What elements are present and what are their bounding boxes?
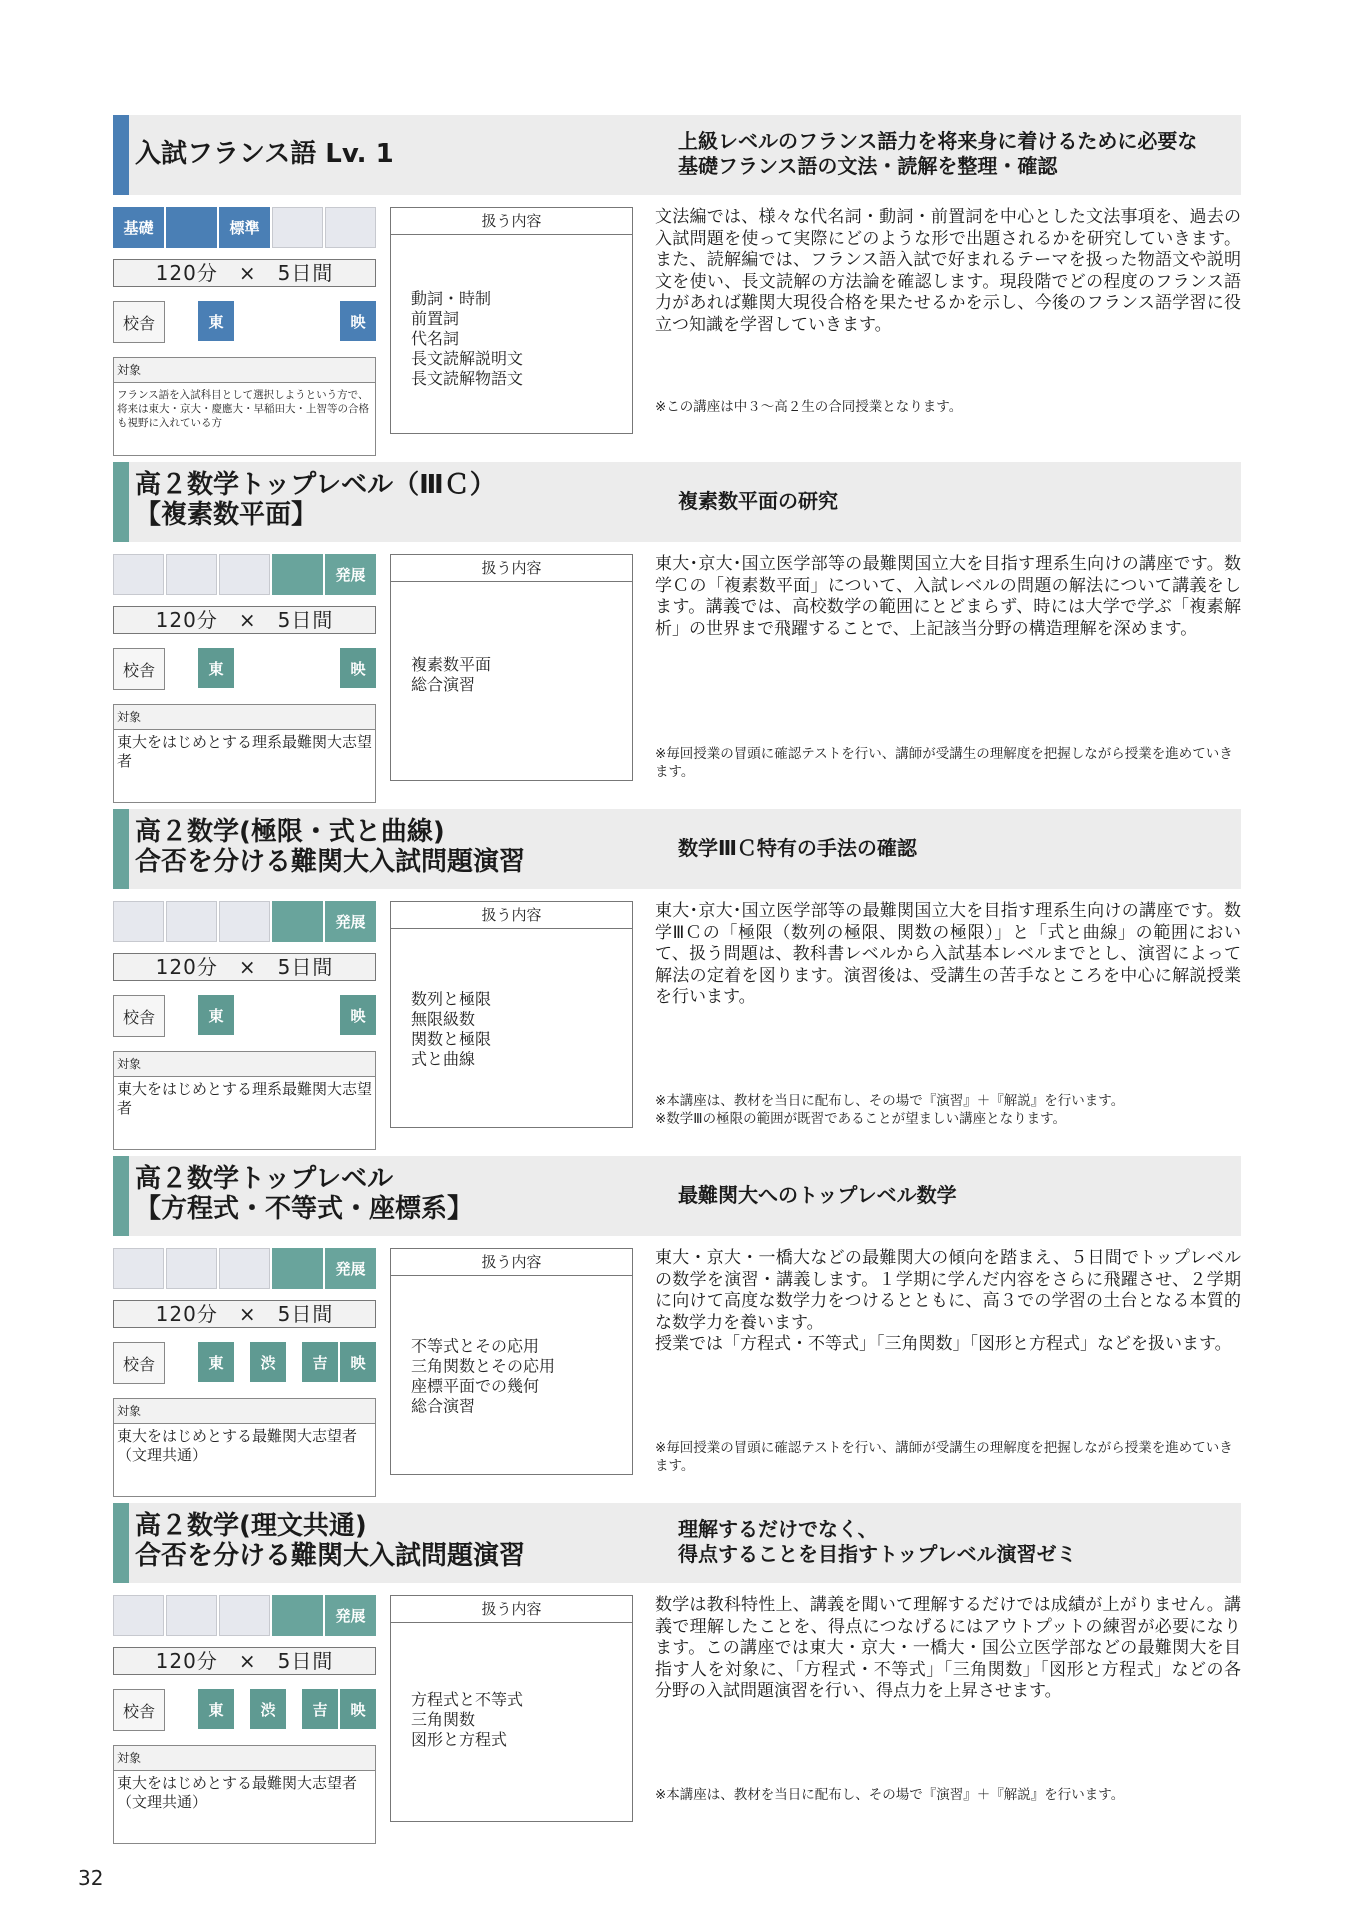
content-list	[411, 1336, 555, 1416]
content-item: 三角関数とその応用	[411, 1355, 556, 1375]
level-cell	[272, 1595, 323, 1636]
course-title: 高２数学(極限・式と曲線) 合否を分ける難関大入試問題演習	[135, 817, 526, 877]
level-cell	[272, 901, 323, 942]
level-cell	[166, 207, 217, 248]
accent-bar	[113, 115, 129, 195]
course-title: 入試フランス語 Lv. 1	[135, 139, 394, 169]
course-description: 東大・京大・一橋大などの最難関大の傾向を踏まえ、５日間でトップレベルの数学を演習・講義します。１学期に学んだ内容をさらに飛躍させ、２学期に向けて高度な数学力をつけるとともに、高３での学習の土台となる本質的な数学力を養います。 授業では「方程式・不等式」「三角関数」「図形と方程式」などを扱います。	[655, 1248, 1241, 1354]
level-cell	[113, 554, 164, 595]
accent-bar	[113, 1156, 129, 1236]
course-title: 高２数学トップレベル 【方程式・不等式・座標系】	[135, 1164, 474, 1224]
content-box	[390, 1248, 633, 1475]
content-item: 無限級数	[411, 1008, 476, 1028]
campus-badge: 映	[340, 995, 376, 1035]
content-item: 長文読解説明文	[411, 348, 524, 368]
campus-row	[113, 301, 376, 345]
campus-badge: 東	[198, 301, 234, 341]
campus-badge: 渋	[250, 1342, 286, 1382]
course-note: ※毎回授業の冒頭に確認テストを行い、講師が受講生の理解度を把握しながら授業を進めていきます。	[655, 746, 1233, 780]
content-item: 式と曲線	[411, 1048, 476, 1068]
course-note: ※本講座は、教材を当日に配布し、その場で『演習』＋『解説』を行います。 ※数学Ⅲの極限の範囲が既習であることが望ましい講座となります。	[655, 1093, 1125, 1127]
level-indicator	[113, 1248, 376, 1289]
schedule: 120分 × 5日間	[113, 259, 376, 287]
content-box	[390, 554, 633, 781]
level-cell: 発展	[325, 901, 376, 942]
target-box	[113, 704, 376, 803]
level-cell	[113, 1595, 164, 1636]
page-number: 32	[78, 1866, 104, 1890]
target-label: 対象	[114, 705, 375, 730]
level-indicator	[113, 554, 376, 595]
course-note: ※毎回授業の冒頭に確認テストを行い、講師が受講生の理解度を把握しながら授業を進めていきます。	[655, 1440, 1233, 1474]
course-section	[113, 1503, 1241, 1843]
course-section	[113, 1156, 1241, 1496]
level-cell	[166, 1595, 217, 1636]
content-item: 図形と方程式	[411, 1729, 508, 1749]
content-item: 三角関数	[411, 1709, 476, 1729]
content-list	[411, 289, 523, 389]
campus-badge: 映	[340, 648, 376, 688]
campus-label: 校舎	[113, 995, 165, 1037]
target-box	[113, 1745, 376, 1844]
course-description: 東大･京大･国立医学部等の最難関国立大を目指す理系生向けの講座です。数学ⅢＣの「極限（数列の極限、関数の極限）」と「式と曲線」の範囲において、扱う問題は、教科書レベルから入試基本レベルまでとし、演習によって解法の定着を図ります。演習後は、受講生の苦手なところを中心に解説授業を行います。	[655, 901, 1241, 1007]
schedule: 120分 × 5日間	[113, 606, 376, 634]
level-cell: 基礎	[113, 207, 164, 248]
campus-label: 校舎	[113, 1342, 165, 1384]
target-label: 対象	[114, 358, 375, 383]
content-list	[411, 655, 491, 695]
campus-row	[113, 648, 376, 692]
course-section	[113, 115, 1241, 455]
content-item: 総合演習	[411, 1395, 476, 1415]
course-subtitle: 数学ⅢＣ特有の手法の確認	[678, 836, 917, 860]
content-list	[411, 989, 491, 1069]
level-cell	[325, 207, 376, 248]
target-text: 東大をはじめとする理系最難関大志望者	[117, 733, 373, 770]
schedule: 120分 × 5日間	[113, 1300, 376, 1328]
target-label: 対象	[114, 1052, 375, 1077]
course-description: 数学は教科特性上、講義を聞いて理解するだけでは成績が上がりません。講義で理解したことを、得点につなげるにはアウトプットの練習が必要になります。この講座では東大・京大・一橋大・国公立医学部などの最難関大を目指す人を対象に、「方程式・不等式」「三角関数」「図形と方程式」などの各分野の入試問題演習を行い、得点力を上昇させます。	[655, 1595, 1241, 1701]
accent-bar	[113, 1503, 129, 1583]
target-box	[113, 357, 376, 456]
level-cell	[219, 1595, 270, 1636]
target-label: 対象	[114, 1399, 375, 1424]
level-cell	[166, 554, 217, 595]
content-box	[390, 1595, 633, 1822]
level-cell	[272, 554, 323, 595]
level-cell	[219, 554, 270, 595]
content-box	[390, 901, 633, 1128]
content-list	[411, 1689, 523, 1749]
content-header: 扱う内容	[391, 1249, 632, 1276]
level-cell: 発展	[325, 1595, 376, 1636]
course-subtitle: 理解するだけでなく、 得点することを目指すトップレベル演習ゼミ	[678, 1517, 1077, 1566]
target-text: 東大をはじめとする理系最難関大志望者	[117, 1080, 373, 1117]
schedule: 120分 × 5日間	[113, 1647, 376, 1675]
accent-bar	[113, 462, 129, 542]
level-cell	[272, 1248, 323, 1289]
level-cell	[219, 1248, 270, 1289]
level-indicator	[113, 901, 376, 942]
level-cell	[272, 207, 323, 248]
course-section	[113, 462, 1241, 802]
level-cell: 発展	[325, 1248, 376, 1289]
course-header	[113, 1503, 1241, 1583]
level-cell: 発展	[325, 554, 376, 595]
course-subtitle: 上級レベルのフランス語力を将来身に着けるために必要な 基礎フランス語の文法・読解を整理・確認	[678, 129, 1198, 178]
campus-label: 校舎	[113, 301, 165, 343]
course-note: ※本講座は、教材を当日に配布し、その場で『演習』＋『解説』を行います。	[655, 1787, 1125, 1803]
content-item: 座標平面での幾何	[411, 1375, 540, 1395]
campus-row	[113, 1342, 376, 1386]
level-cell	[113, 901, 164, 942]
target-text: 東大をはじめとする最難関大志望者（文理共通）	[117, 1774, 358, 1811]
content-item: 不等式とその応用	[411, 1335, 540, 1355]
schedule: 120分 × 5日間	[113, 953, 376, 981]
campus-badge: 映	[340, 1342, 376, 1382]
content-item: 関数と極限	[411, 1028, 492, 1048]
campus-row	[113, 995, 376, 1039]
content-item: 代名詞	[411, 328, 460, 348]
course-header	[113, 462, 1241, 542]
target-text: フランス語を入試科目として選択しようという方で、将来は東大・京大・慶應大・早稲田大・上智等の合格も視野に入れている方	[117, 389, 369, 429]
content-item: 数列と極限	[411, 988, 492, 1008]
target-label: 対象	[114, 1746, 375, 1771]
level-cell	[113, 1248, 164, 1289]
content-item: 複素数平面	[411, 654, 492, 674]
content-header: 扱う内容	[391, 902, 632, 929]
content-item: 長文読解物語文	[411, 368, 524, 388]
content-item: 動詞・時制	[411, 288, 492, 308]
course-title: 高２数学(理文共通) 合否を分ける難関大入試問題演習	[135, 1511, 526, 1571]
level-cell	[219, 901, 270, 942]
accent-bar	[113, 809, 129, 889]
course-header	[113, 1156, 1241, 1236]
campus-badge: 東	[198, 995, 234, 1035]
content-item: 前置詞	[411, 308, 460, 328]
campus-badge: 吉	[302, 1689, 338, 1729]
campus-badge: 映	[340, 1689, 376, 1729]
course-header	[113, 115, 1241, 195]
campus-badge: 東	[198, 1342, 234, 1382]
target-box	[113, 1051, 376, 1150]
course-description: 文法編では、様々な代名詞・動詞・前置詞を中心とした文法事項を、過去の入試問題を使って実際にどのような形で出題されるかを研究していきます。また、読解編では、フランス語入試で好まれるテーマを扱った物語文や説明文を使い、長文読解の方法論を確認します。現段階でどの程度のフランス語力があれば難関大現役合格を果たせるかを示し、今後のフランス語学習に役立つ知識を学習していきます。	[655, 207, 1241, 335]
level-cell	[166, 901, 217, 942]
level-indicator	[113, 207, 376, 248]
course-subtitle: 最難関大へのトップレベル数学	[678, 1183, 957, 1207]
content-item: 方程式と不等式	[411, 1689, 524, 1709]
campus-badge: 映	[340, 301, 376, 341]
target-text: 東大をはじめとする最難関大志望者（文理共通）	[117, 1427, 358, 1464]
content-header: 扱う内容	[391, 555, 632, 582]
course-subtitle: 複素数平面の研究	[678, 489, 838, 513]
campus-badge: 渋	[250, 1689, 286, 1729]
campus-row	[113, 1689, 376, 1733]
target-box	[113, 1398, 376, 1497]
course-section	[113, 809, 1241, 1149]
campus-badge: 東	[198, 648, 234, 688]
level-cell	[166, 1248, 217, 1289]
content-box	[390, 207, 633, 434]
level-cell: 標準	[219, 207, 270, 248]
campus-label: 校舎	[113, 1689, 165, 1731]
campus-label: 校舎	[113, 648, 165, 690]
course-header	[113, 809, 1241, 889]
campus-badge: 東	[198, 1689, 234, 1729]
campus-badge: 吉	[302, 1342, 338, 1382]
level-indicator	[113, 1595, 376, 1636]
content-header: 扱う内容	[391, 1596, 632, 1623]
content-item: 総合演習	[411, 674, 476, 694]
course-note: ※この講座は中３～高２生の合同授業となります。	[655, 399, 963, 415]
course-title: 高２数学トップレベル（ⅢＣ） 【複素数平面】	[135, 470, 496, 530]
course-description: 東大･京大･国立医学部等の最難関国立大を目指す理系生向けの講座です。数学Ｃの「複素数平面」について、入試レベルの問題の解法について講義をします。講義では、高校数学の範囲にとどまらず、時には大学で学ぶ「複素解析」の世界まで飛躍することで、上記該当分野の構造理解を深めます。	[655, 554, 1241, 639]
content-header: 扱う内容	[391, 208, 632, 235]
